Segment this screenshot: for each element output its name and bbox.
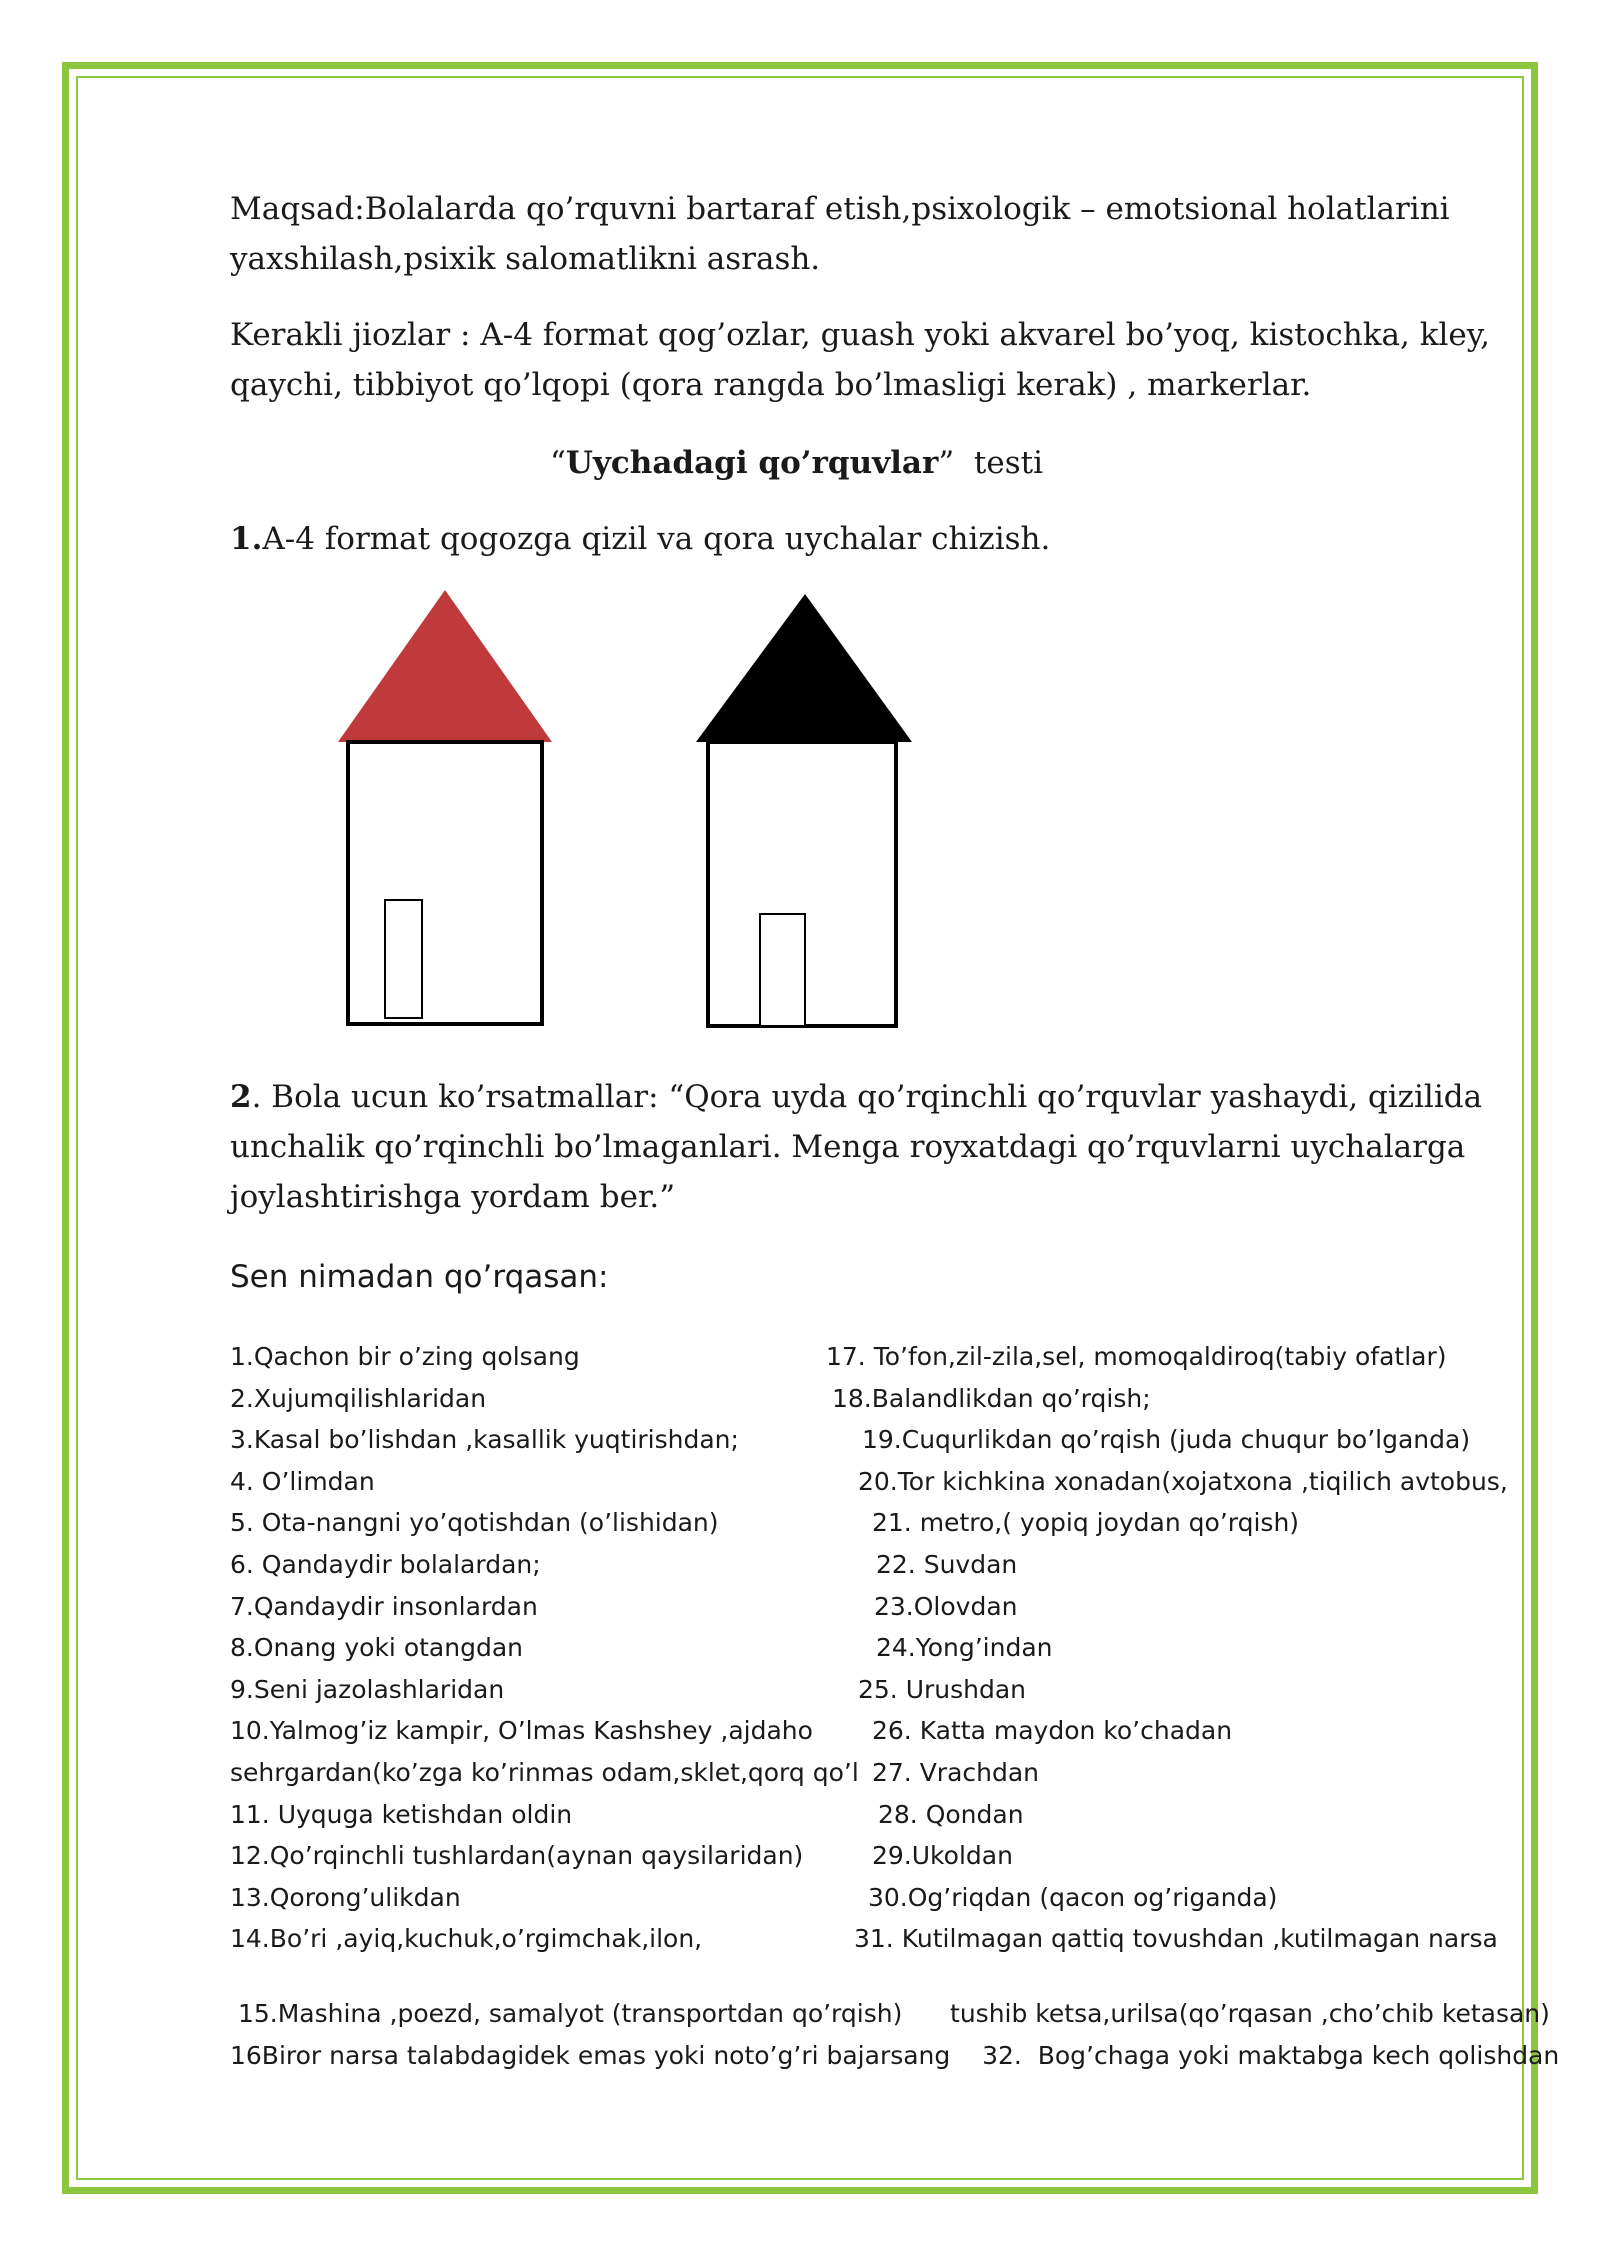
question-heading: Sen nimadan qo’rqasan: bbox=[230, 1259, 609, 1295]
red-house-wall bbox=[348, 742, 542, 1024]
list-item: 2.Xujumqilishlaridan bbox=[230, 1383, 487, 1413]
goal-line-1: Maqsad:Bolalarda qo’rquvni bartaraf etish,psixologik – emotsional holatlarini bbox=[230, 191, 1450, 227]
list-item: 5. Ota-nangni yo’qotishdan (o’lishidan) bbox=[230, 1508, 719, 1538]
list-item: 12.Qo’rqinchli tushlardan(aynan qaysilaridan) bbox=[230, 1841, 804, 1871]
list-item: 29.Ukoldan bbox=[872, 1841, 1013, 1871]
list-item: 9.Seni jazolashlaridan bbox=[230, 1674, 505, 1704]
goal-line-2: yaxshilash,psixik salomatlikni asrash. bbox=[230, 241, 821, 277]
step-2-line-3: joylashtirishga yordam ber.” bbox=[230, 1179, 676, 1215]
step-1-text: A-4 format qogozga qizil va qora uychalar chizish. bbox=[262, 521, 1051, 557]
black-house bbox=[690, 586, 920, 1032]
list-item: 7.Qandaydir insonlardan bbox=[230, 1591, 538, 1621]
list-item: 21. metro,( yopiq joydan qo’rqish) bbox=[872, 1508, 1300, 1538]
step-2 bbox=[230, 1072, 1500, 1222]
list-item: 18.Balandlikdan qo’rqish; bbox=[832, 1383, 1151, 1413]
step-2-line-1: . Bola ucun ko’rsatmallar: “Qora uyda qo’rqinchli qo’rquvlar yashaydi, qizilida bbox=[251, 1079, 1483, 1115]
list-item: 27. Vrachdan bbox=[872, 1757, 1040, 1787]
list-item: 4. O’limdan bbox=[230, 1466, 375, 1496]
list-item: 26. Katta maydon ko’chadan bbox=[872, 1716, 1233, 1746]
list-item: 14.Bo’ri ,ayiq,kuchuk,o’rgimchak,ilon, bbox=[230, 1924, 703, 1954]
list-item: 6. Qandaydir bolalardan; bbox=[230, 1549, 541, 1579]
list-item: 11. Uyquga ketishdan oldin bbox=[230, 1799, 573, 1829]
test-title bbox=[230, 438, 1500, 488]
red-house-roof bbox=[338, 590, 552, 742]
list-item: 17. To’fon,zil-zila,sel, momoqaldiroq(tabiy ofatlar) bbox=[826, 1342, 1447, 1371]
step-2-line-2: unchalik qo’rqinchli bo’lmaganlari. Menga royxatdagi qo’rquvlarni uychalarga bbox=[230, 1129, 1466, 1165]
goal-paragraph bbox=[230, 184, 1500, 284]
list-item: 22. Suvdan bbox=[876, 1549, 1018, 1579]
list-item: 25. Urushdan bbox=[858, 1674, 1027, 1704]
red-house-door bbox=[385, 900, 422, 1018]
step-1 bbox=[230, 514, 1500, 564]
materials-paragraph bbox=[230, 310, 1500, 410]
list-item: 24.Yong’indan bbox=[876, 1633, 1053, 1663]
list-item: 8.Onang yoki otangdan bbox=[230, 1633, 523, 1663]
step-2-number: 2 bbox=[230, 1079, 252, 1115]
fear-list-left bbox=[230, 1336, 859, 1960]
title-open-quote: “ bbox=[550, 445, 566, 481]
bottom-line-1: 15.Mashina ,poezd, samalyot (transportdan qo’rqish) tushib ketsa,urilsa(qo’rqasan ,cho’chib ketasan) bbox=[230, 1999, 1550, 2028]
list-item: 1.Qachon bir o’zing qolsang bbox=[230, 1342, 580, 1371]
list-item: 23.Olovdan bbox=[874, 1591, 1018, 1621]
fear-list-right bbox=[826, 1336, 1508, 1960]
materials-line-2: qaychi, tibbiyot qo’lqopi (qora rangda bo’lmasligi kerak) , markerlar. bbox=[230, 367, 1312, 403]
red-house bbox=[330, 580, 560, 1032]
list-item: 31. Kutilmagan qattiq tovushdan ,kutilmagan narsa bbox=[854, 1924, 1498, 1954]
materials-line-1: Kerakli jiozlar : A-4 format qog’ozlar, guash yoki akvarel bo’yoq, kistochka, kley, bbox=[230, 317, 1490, 353]
black-house-roof bbox=[696, 594, 912, 742]
bottom-line-2: 16Biror narsa talabdagidek emas yoki noto’g’ri bajarsang 32. Bog’chaga yoki maktabga kech qolishdan bbox=[230, 2041, 1560, 2070]
title-close-quote: ” bbox=[938, 445, 955, 481]
list-item: 20.Tor kichkina xonadan(xojatxona ,tiqilich avtobus, bbox=[858, 1466, 1508, 1496]
title-bold-text: Uychadagi qo’rquvlar bbox=[565, 445, 939, 481]
list-item: 30.Og’riqdan (qacon og’riganda) bbox=[868, 1882, 1278, 1912]
list-item: sehrgardan(ko’zga ko’rinmas odam,sklet,qorq qo’l bbox=[230, 1757, 859, 1787]
list-item: 28. Qondan bbox=[878, 1799, 1024, 1829]
list-item: 10.Yalmog’iz kampir, O’lmas Kashshey ,ajdaho bbox=[230, 1716, 813, 1746]
list-item: 3.Kasal bo’lishdan ,kasallik yuqtirishdan; bbox=[230, 1425, 739, 1455]
step-1-number: 1. bbox=[230, 521, 263, 557]
black-house-door bbox=[760, 914, 805, 1026]
title-suffix: testi bbox=[954, 445, 1043, 481]
list-item: 19.Cuqurlikdan qo’rqish (juda chuqur bo’lganda) bbox=[862, 1425, 1471, 1455]
list-item: 13.Qorong’ulikdan bbox=[230, 1882, 461, 1912]
